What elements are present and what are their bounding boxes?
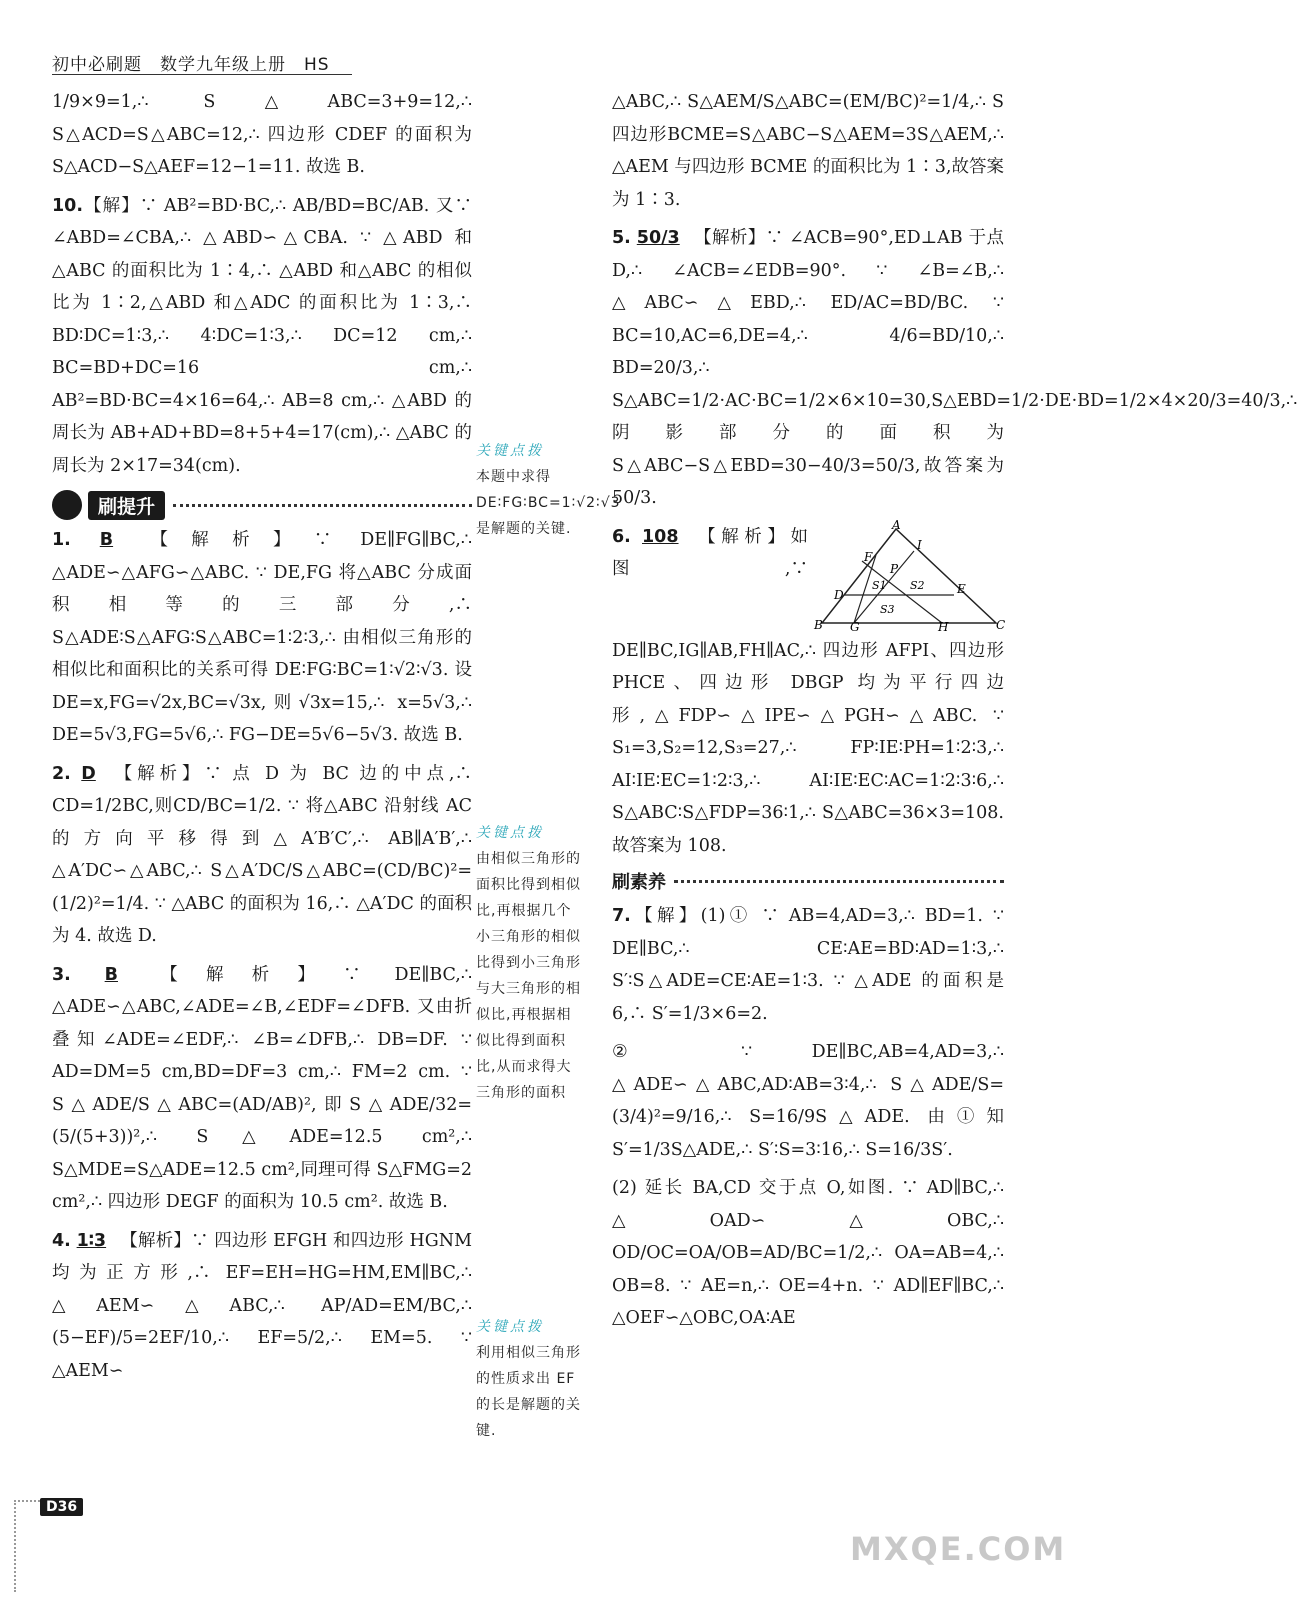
section-header-tisheng [52, 490, 472, 520]
q4-text: 【解析】∵ 四边形 EFGH 和四边形 HGNM 均为正方形,∴ EF=EH=HG=HM,EM∥BC,∴ △AEM∽△ABC,∴ AP/AD=EM/BC,∴ (5−EF)/5=2EF/10,∴ EF=5/2,∴ EM=5. ∵ △AEM∽ [52, 1230, 472, 1381]
label-P: P [890, 561, 899, 576]
left-column [52, 86, 472, 1393]
q7-number: 7. [612, 906, 631, 926]
section-title: 刷素养 [612, 872, 666, 893]
corner-decoration [14, 1500, 40, 1592]
q10-number: 10. [52, 195, 84, 216]
label-F: F [864, 549, 873, 564]
key-note-text: 利用相似三角形的性质求出 EF 的长是解题的关键. [476, 1345, 581, 1439]
q5-number: 5. [612, 228, 631, 248]
right-column [612, 86, 1297, 1341]
q4 [52, 1225, 472, 1388]
q2-text: 【解析】∵ 点 D 为 BC 边的中点,∴ CD=1/2BC,则CD/BC=1/2. ∵ 将△ABC 沿射线 AC 的方向平移得到△A′B′C′,∴ AB∥A′B′,∴ △A′DC∽△ABC,∴ S△A′DC/S△ABC=(CD/BC)²=(1/2)²=1/4. ∵ △ABC 的面积为 16,∴ △A′DC 的面积为 4. 故选 D. [52, 763, 472, 946]
q9-continuation: 1/9×9=1,∴ S△ABC=3+9=12,∴ S△ACD=S△ABC=12,∴ 四边形 CDEF 的面积为 S△ACD−S△AEF=12−1=11. 故选 B. [52, 92, 472, 177]
q3 [52, 959, 472, 1219]
q3-number: 3. [52, 964, 71, 985]
q2-number: 2. [52, 763, 71, 784]
label-B: B [814, 617, 823, 632]
q3-text: 【解析】∵ DE∥BC,∴ △ADE∽△ABC,∠ADE=∠B,∠EDF=∠DFB. 又由折叠知∠ADE=∠EDF,∴ ∠B=∠DFB,∴ DB=DF. ∵ AD=DM=5 cm,BD=DF=3 cm,∴ FM=2 cm. ∵ S△ADE/S△ABC=(AD/AB)²,即S△ADE/32=(5/(5+3))²,∴ S△ADE=12.5 cm²,∴ S△MDE=S△ADE=12.5 cm²,同理可得 S△FMG=2 cm²,∴ 四边形 DEGF 的面积为 10.5 cm². 故选 B. [52, 964, 472, 1212]
label-S2: S2 [910, 578, 925, 592]
label-E: E [957, 581, 966, 596]
label-D: D [834, 587, 844, 602]
label-S1: S1 [872, 578, 887, 592]
q6-text: 【解析】如图,∵ DE∥BC,IG∥AB,FH∥AC,∴ 四边形 AFPI、四边形 PHCE、四边形 DBGP 均为平行四边形,△FDP∽△IPE∽△PGH∽△ABC. ∵ S₁=3,S₂=12,S₃=27,∴ FP∶IE∶PH=1∶2∶3,∴ AI∶IE∶EC=1∶2∶3,∴ AI∶IE∶EC∶AC=1∶2∶3∶6,∴ S△ABC∶S△FDP=36∶1,∴ S△ABC=36×3=108. 故答案为 108. [612, 526, 1004, 856]
page-number: D36 [40, 1498, 83, 1516]
label-S3: S3 [880, 602, 895, 616]
q1-answer: B [99, 530, 114, 550]
q4-continuation: △ABC,∴ S△AEM/S△ABC=(EM/BC)²=1/4,∴ S四边形BCME=S△ABC−S△AEM=3S△AEM,∴ △AEM 与四边形 BCME 的面积比为 1∶3,故答案为 1∶3. [612, 92, 1004, 210]
q7-part2: ② ∵ DE∥BC,AB=4,AD=3,∴ △ADE∽△ABC,AD∶AB=3∶4,∴ S△ADE/S=(3/4)²=9/16,∴ S=16/9S△ADE. 由①知 S′=1/3S△ADE,∴ S′∶S=3∶16,∴ S=16/3S′. [612, 1042, 1004, 1160]
key-note-1 [476, 440, 621, 542]
q4-number: 4. [52, 1230, 71, 1251]
triangle-figure [814, 517, 1006, 634]
q1-text: 【解析】∵ DE∥FG∥BC,∴ △ADE∽△AFG∽△ABC. ∵ DE,FG 将△ABC 分成面积相等的三部分,∴ S△ADE∶S△AFG∶S△ABC=1∶2∶3,∴ 由相似三角形的相似比和面积比的关系可得 DE∶FG∶BC=1∶√2∶√3. 设 DE=x,FG=√2x,BC=√3x,则√3x=15,∴ x=5√3,∴ DE=5√3,FG=5√6,∴ FG−DE=5√6−5√3. 故选 B. [52, 530, 472, 745]
dotted-rule [173, 504, 472, 507]
q10-text: 【解】∵ AB²=BD·BC,∴ AB/BD=BC/AB. 又∵ ∠ABD=∠CBA,∴ △ABD∽△CBA. ∵ △ABD 和△ABC 的面积比为 1∶4,∴ △ABD 和△ABC 的相似比为 1∶2,△ABD 和△ADC 的面积比为 1∶3,∴ BD∶DC=1∶3,∴ 4∶DC=1∶3,∴ DC=12 cm,∴ BC=BD+DC=16 cm,∴ AB²=BD·BC=4×16=64,∴ AB=8 cm,∴ △ABD 的周长为 AB+AD+BD=8+5+4=17(cm),∴ △ABC 的周长为 2×17=34(cm). [52, 195, 472, 476]
q1 [52, 524, 472, 752]
key-note-2 [476, 822, 586, 1106]
q4-answer: 1∶3 [76, 1230, 107, 1251]
q7-text-1: 【解】(1)① ∵ AB=4,AD=3,∴ BD=1. ∵ DE∥BC,∴ CE∶AE=BD∶AD=1∶3,∴ S′∶S△ADE=CE∶AE=1∶3. ∵ △ADE 的面积是 6,∴ S′=1/3×6=2. [612, 906, 1004, 1024]
section-title: 刷提升 [88, 491, 165, 520]
label-I: I [917, 537, 922, 552]
section-header-suyang [612, 868, 1004, 894]
q2-answer: D [81, 763, 96, 784]
label-C: C [996, 617, 1006, 632]
label-A: A [892, 517, 901, 532]
q10 [52, 190, 472, 483]
label-G: G [850, 619, 860, 634]
q5-answer: 50/3 [636, 228, 680, 248]
key-note-title: 关键点拨 [476, 443, 544, 459]
key-note-title: 关键点拨 [476, 1319, 544, 1335]
q7-part1 [612, 900, 1004, 1030]
q3-answer: B [104, 964, 118, 985]
q1-number: 1. [52, 530, 71, 550]
dotted-rule [674, 880, 1004, 883]
key-note-3 [476, 1316, 586, 1444]
q2 [52, 758, 472, 953]
q5-text: 【解析】∵ ∠ACB=90°,ED⊥AB 于点 D,∴ ∠ACB=∠EDB=90°. ∵ ∠B=∠B,∴ △ABC∽△EBD,∴ ED/AC=BD/BC. ∵ BC=10,AC=6,DE=4,∴ 4/6=BD/10,∴ BD=20/3,∴ S△ABC=1/2·AC·BC=1/2×6×10=30,S△EBD=1/2·DE·BD=1/2×4×20/3=40/3,∴ 阴影部分的面积为 S△ABC−S△EBD=30−40/3=50/3,故答案为50/3. [612, 228, 1297, 508]
q7-part3: (2) 延长 BA,CD 交于点 O,如图. ∵ AD∥BC,∴ △OAD∽△OBC,∴ OD/OC=OA/OB=AD/BC=1/2,∴ OA=AB=4,∴ OB=8. ∵ AE=n,∴ OE=4+n. ∵ AD∥EF∥BC,∴ △OEF∽△OBC,OA∶AE [612, 1178, 1004, 1328]
running-header: 初中必刷题 数学九年级上册 HS [52, 55, 330, 75]
key-note-text: 由相似三角形的面积比得到相似比,再根据几个小三角形的相似比得到小三角形与大三角形的相似比,再根据相似比得到面积比,从而求得大三角形的面积 [476, 851, 581, 1101]
key-note-title: 关键点拨 [476, 825, 544, 841]
label-H: H [938, 619, 949, 634]
header-rule [52, 74, 352, 75]
key-note-text: 本题中求得 DE∶FG∶BC=1∶√2∶√3 是解题的关键. [476, 469, 621, 537]
watermark: MXQE.COM [850, 1530, 1067, 1568]
q6-answer: 108 [642, 526, 679, 547]
q5 [612, 222, 1297, 515]
q6 [612, 517, 1006, 863]
q6-number: 6. [612, 526, 631, 547]
pencil-badge-icon [52, 490, 82, 520]
